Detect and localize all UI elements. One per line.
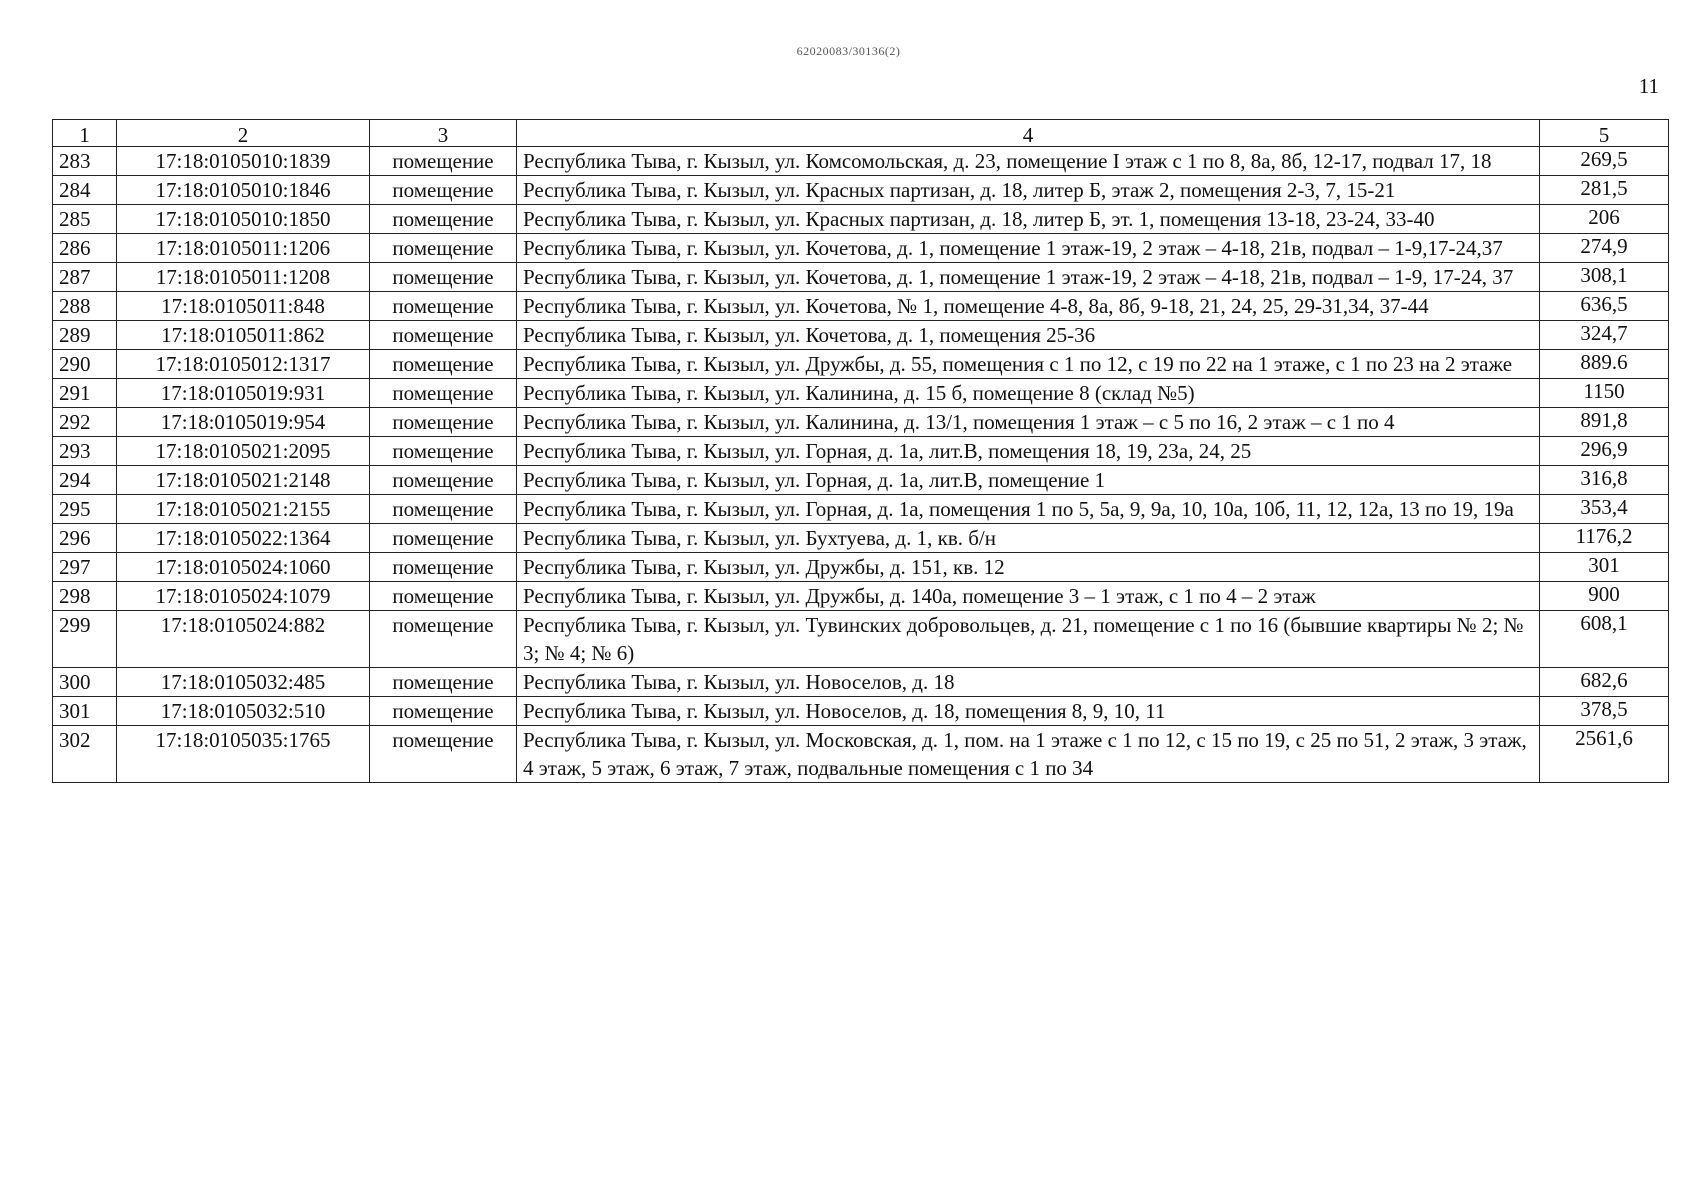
object-area: 301 (1540, 553, 1669, 582)
object-area: 353,4 (1540, 495, 1669, 524)
table-row (53, 263, 1669, 292)
object-type: помещение (370, 379, 517, 408)
page-number: 11 (1638, 74, 1659, 98)
object-area: 1176,2 (1540, 524, 1669, 553)
row-number: 296 (53, 524, 117, 553)
object-area: 296,9 (1540, 437, 1669, 466)
object-address: Республика Тыва, г. Кызыл, ул. Горная, д. 1а, лит.В, помещения 18, 19, 23а, 24, 25 (517, 437, 1540, 466)
cadastral-number: 17:18:0105011:862 (117, 321, 370, 350)
table-row (53, 350, 1669, 379)
row-number: 290 (53, 350, 117, 379)
table-row (53, 205, 1669, 234)
object-type: помещение (370, 697, 517, 726)
object-area: 324,7 (1540, 321, 1669, 350)
row-number: 287 (53, 263, 117, 292)
row-number: 294 (53, 466, 117, 495)
object-type: помещение (370, 147, 517, 176)
object-type: помещение (370, 321, 517, 350)
table-row (53, 524, 1669, 553)
object-type: помещение (370, 726, 517, 783)
row-number: 292 (53, 408, 117, 437)
object-type: помещение (370, 350, 517, 379)
row-number: 297 (53, 553, 117, 582)
object-address: Республика Тыва, г. Кызыл, ул. Московская, д. 1, пом. на 1 этаже с 1 по 12, с 15 по 19, с 25 по 51, 2 этаж, 3 этаж, 4 этаж, 5 этаж, 6 этаж, 7 этаж, подвальные помещения с 1 по 34 (517, 726, 1540, 783)
row-number: 284 (53, 176, 117, 205)
object-type: помещение (370, 524, 517, 553)
row-number: 286 (53, 234, 117, 263)
table-row (53, 611, 1669, 668)
table-row (53, 292, 1669, 321)
object-type: помещение (370, 466, 517, 495)
table-row (53, 234, 1669, 263)
object-area: 269,5 (1540, 147, 1669, 176)
row-number: 300 (53, 668, 117, 697)
object-address: Республика Тыва, г. Кызыл, ул. Дружбы, д. 151, кв. 12 (517, 553, 1540, 582)
object-address: Республика Тыва, г. Кызыл, ул. Бухтуева, д. 1, кв. б/н (517, 524, 1540, 553)
object-area: 308,1 (1540, 263, 1669, 292)
object-area: 378,5 (1540, 697, 1669, 726)
table-row (53, 582, 1669, 611)
table-row (53, 437, 1669, 466)
column-header-3: 3 (370, 120, 517, 147)
object-type: помещение (370, 495, 517, 524)
object-type: помещение (370, 553, 517, 582)
cadastral-number: 17:18:0105021:2148 (117, 466, 370, 495)
table-row (53, 553, 1669, 582)
object-address: Республика Тыва, г. Кызыл, ул. Дружбы, д. 140а, помещение 3 – 1 этаж, с 1 по 4 – 2 этаж (517, 582, 1540, 611)
object-address: Республика Тыва, г. Кызыл, ул. Калинина, д. 15 б, помещение 8 (склад №5) (517, 379, 1540, 408)
cadastral-number: 17:18:0105032:485 (117, 668, 370, 697)
row-number: 293 (53, 437, 117, 466)
cadastral-number: 17:18:0105011:1206 (117, 234, 370, 263)
row-number: 295 (53, 495, 117, 524)
column-header-4: 4 (517, 120, 1540, 147)
cadastral-number: 17:18:0105024:1060 (117, 553, 370, 582)
object-address: Республика Тыва, г. Кызыл, ул. Кочетова, д. 1, помещение 1 этаж-19, 2 этаж – 4-18, 21в, подвал – 1-9,17-24,37 (517, 234, 1540, 263)
row-number: 285 (53, 205, 117, 234)
object-type: помещение (370, 292, 517, 321)
table-body (53, 147, 1669, 783)
object-address: Республика Тыва, г. Кызыл, ул. Горная, д. 1а, помещения 1 по 5, 5а, 9, 9а, 10, 10а, 10б, 11, 12, 12а, 13 по 19, 19а (517, 495, 1540, 524)
object-type: помещение (370, 437, 517, 466)
cadastral-number: 17:18:0105019:931 (117, 379, 370, 408)
table-row (53, 466, 1669, 495)
table-row (53, 697, 1669, 726)
object-address: Республика Тыва, г. Кызыл, ул. Кочетова, д. 1, помещения 25-36 (517, 321, 1540, 350)
object-address: Республика Тыва, г. Кызыл, ул. Кочетова, д. 1, помещение 1 этаж-19, 2 этаж – 4-18, 21в, подвал – 1-9, 17-24, 37 (517, 263, 1540, 292)
cadastral-number: 17:18:0105024:1079 (117, 582, 370, 611)
cadastral-number: 17:18:0105010:1850 (117, 205, 370, 234)
object-address: Республика Тыва, г. Кызыл, ул. Новоселов, д. 18 (517, 668, 1540, 697)
table-row (53, 176, 1669, 205)
row-number: 301 (53, 697, 117, 726)
table-row (53, 147, 1669, 176)
object-address: Республика Тыва, г. Кызыл, ул. Красных партизан, д. 18, литер Б, этаж 2, помещения 2-3, 7, 15-21 (517, 176, 1540, 205)
row-number: 288 (53, 292, 117, 321)
property-table (52, 119, 1669, 783)
cadastral-number: 17:18:0105010:1846 (117, 176, 370, 205)
object-area: 206 (1540, 205, 1669, 234)
cadastral-number: 17:18:0105021:2095 (117, 437, 370, 466)
object-type: помещение (370, 408, 517, 437)
cadastral-number: 17:18:0105010:1839 (117, 147, 370, 176)
header-row (53, 120, 1669, 147)
object-address: Республика Тыва, г. Кызыл, ул. Комсомольская, д. 23, помещение I этаж с 1 по 8, 8а, 8б, 12-17, подвал 17, 18 (517, 147, 1540, 176)
column-header-1: 1 (53, 120, 117, 147)
object-type: помещение (370, 234, 517, 263)
table-row (53, 668, 1669, 697)
object-area: 608,1 (1540, 611, 1669, 668)
cadastral-number: 17:18:0105019:954 (117, 408, 370, 437)
table-row (53, 495, 1669, 524)
object-area: 682,6 (1540, 668, 1669, 697)
object-type: помещение (370, 205, 517, 234)
cadastral-number: 17:18:0105021:2155 (117, 495, 370, 524)
object-address: Республика Тыва, г. Кызыл, ул. Дружбы, д. 55, помещения с 1 по 12, с 19 по 22 на 1 этаже, с 1 по 23 на 2 этаже (517, 350, 1540, 379)
object-address: Республика Тыва, г. Кызыл, ул. Новоселов, д. 18, помещения 8, 9, 10, 11 (517, 697, 1540, 726)
object-type: помещение (370, 263, 517, 292)
row-number: 298 (53, 582, 117, 611)
object-type: помещение (370, 668, 517, 697)
object-area: 281,5 (1540, 176, 1669, 205)
row-number: 302 (53, 726, 117, 783)
object-area: 316,8 (1540, 466, 1669, 495)
object-area: 2561,6 (1540, 726, 1669, 783)
row-number: 289 (53, 321, 117, 350)
table-row (53, 379, 1669, 408)
object-area: 636,5 (1540, 292, 1669, 321)
document-code: 62020083/30136(2) (796, 44, 901, 58)
object-address: Республика Тыва, г. Кызыл, ул. Красных партизан, д. 18, литер Б, эт. 1, помещения 13-18, 23-24, 33-40 (517, 205, 1540, 234)
object-area: 889.6 (1540, 350, 1669, 379)
object-address: Республика Тыва, г. Кызыл, ул. Кочетова, № 1, помещение 4-8, 8а, 8б, 9-18, 21, 24, 25, 29-31,34, 37-44 (517, 292, 1540, 321)
cadastral-number: 17:18:0105011:848 (117, 292, 370, 321)
row-number: 291 (53, 379, 117, 408)
object-address: Республика Тыва, г. Кызыл, ул. Калинина, д. 13/1, помещения 1 этаж – с 5 по 16, 2 этаж – с 1 по 4 (517, 408, 1540, 437)
table-row (53, 726, 1669, 783)
cadastral-number: 17:18:0105011:1208 (117, 263, 370, 292)
table-row (53, 321, 1669, 350)
cadastral-number: 17:18:0105012:1317 (117, 350, 370, 379)
object-address: Республика Тыва, г. Кызыл, ул. Тувинских добровольцев, д. 21, помещение с 1 по 16 (бывшие квартиры № 2; № 3; № 4; № 6) (517, 611, 1540, 668)
row-number: 299 (53, 611, 117, 668)
object-type: помещение (370, 582, 517, 611)
object-address: Республика Тыва, г. Кызыл, ул. Горная, д. 1а, лит.В, помещение 1 (517, 466, 1540, 495)
column-header-2: 2 (117, 120, 370, 147)
cadastral-number: 17:18:0105035:1765 (117, 726, 370, 783)
object-area: 891,8 (1540, 408, 1669, 437)
cadastral-number: 17:18:0105024:882 (117, 611, 370, 668)
object-area: 900 (1540, 582, 1669, 611)
cadastral-number: 17:18:0105032:510 (117, 697, 370, 726)
object-area: 1150 (1540, 379, 1669, 408)
table-row (53, 408, 1669, 437)
object-type: помещение (370, 176, 517, 205)
object-type: помещение (370, 611, 517, 668)
cadastral-number: 17:18:0105022:1364 (117, 524, 370, 553)
column-header-5: 5 (1540, 120, 1669, 147)
object-area: 274,9 (1540, 234, 1669, 263)
row-number: 283 (53, 147, 117, 176)
